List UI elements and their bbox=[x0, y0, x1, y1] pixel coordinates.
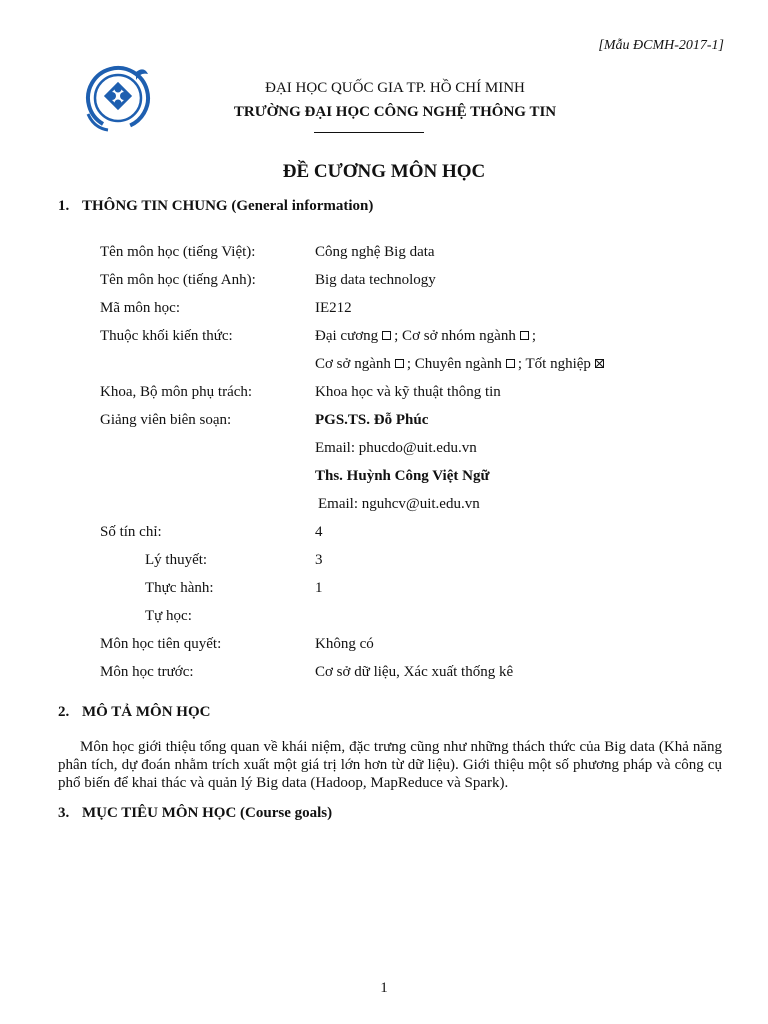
lecturer-1-name: PGS.TS. Đỗ Phúc bbox=[315, 412, 429, 428]
checkbox-general bbox=[382, 331, 391, 340]
info-row-theory: Lý thuyết: 3 bbox=[145, 552, 323, 568]
course-description: Môn học giới thiệu tổng quan về khái niệm, đặc trưng cũng như những thách thức của Big data (Khả năng phân tích, dự đoán nhằm trích xuất một giá trị lớn hơn từ dữ liệu). Giới thiệu một số phương pháp và công cụ phổ biến để khai thác và quản lý Big data (Hadoop, MapReduce và Spark). bbox=[58, 739, 722, 791]
info-row-lecturer-1-email bbox=[100, 440, 700, 460]
info-row-name-en: Tên môn học (tiếng Anh): Big data technology bbox=[100, 272, 436, 288]
info-row-faculty: Khoa, Bộ môn phụ trách: Khoa học và kỹ thuật thông tin bbox=[100, 384, 501, 400]
university-name: ĐẠI HỌC QUỐC GIA TP. HỒ CHÍ MINH bbox=[265, 80, 525, 96]
category-line-1: Đại cương ; Cơ sở nhóm ngành ; bbox=[315, 328, 537, 344]
info-row-previous-course: Môn học trước: Cơ sở dữ liệu, Xác xuất thống kê bbox=[100, 664, 514, 680]
section-heading-description: 2. MÔ TẢ MÔN HỌC bbox=[58, 704, 211, 720]
info-row-category-cont bbox=[100, 356, 700, 376]
uit-logo-icon bbox=[78, 58, 158, 138]
form-code: [Mẫu ĐCMH-2017-1] bbox=[598, 38, 724, 53]
info-row-code: Mã môn học: IE212 bbox=[100, 300, 352, 316]
info-row-prerequisite: Môn học tiên quyết: Không có bbox=[100, 636, 374, 652]
checkbox-major bbox=[506, 359, 515, 368]
checkbox-base bbox=[395, 359, 404, 368]
info-row-lecturer-2 bbox=[100, 468, 700, 488]
page-number: 1 bbox=[380, 980, 388, 996]
lecturer-2-name: Ths. Huỳnh Công Việt Ngữ bbox=[315, 468, 490, 484]
lecturer-2-email: Email: nguhcv@uit.edu.vn bbox=[318, 496, 480, 512]
info-row-name-vi: Tên môn học (tiếng Việt): Công nghệ Big data bbox=[100, 244, 435, 260]
info-row-credits: Số tín chỉ: 4 bbox=[100, 524, 323, 540]
info-row-self-study: Tự học: bbox=[145, 608, 192, 624]
checkbox-graduation-checked bbox=[595, 359, 604, 368]
info-row-practice: Thực hành: 1 bbox=[145, 580, 323, 596]
info-row-lecturer: Giảng viên biên soạn: PGS.TS. Đỗ Phúc bbox=[100, 412, 429, 428]
document-title: ĐỀ CƯƠNG MÔN HỌC bbox=[282, 161, 486, 182]
header-divider bbox=[314, 132, 424, 133]
checkbox-group-base bbox=[520, 331, 529, 340]
category-line-2: Cơ sở ngành ; Chuyên ngành ; Tốt nghiệp bbox=[315, 356, 607, 373]
school-name: TRƯỜNG ĐẠI HỌC CÔNG NGHỆ THÔNG TIN bbox=[233, 104, 557, 120]
info-row-lecturer-2-email bbox=[100, 496, 700, 516]
section-heading-general-info: 1. THÔNG TIN CHUNG (General information) bbox=[58, 198, 374, 214]
lecturer-1-email: Email: phucdo@uit.edu.vn bbox=[315, 440, 477, 456]
section-heading-goals: 3. MỤC TIÊU MÔN HỌC (Course goals) bbox=[58, 805, 333, 821]
info-row-category: Thuộc khối kiến thức: Đại cương ; Cơ sở nhóm ngành ; bbox=[100, 328, 537, 344]
